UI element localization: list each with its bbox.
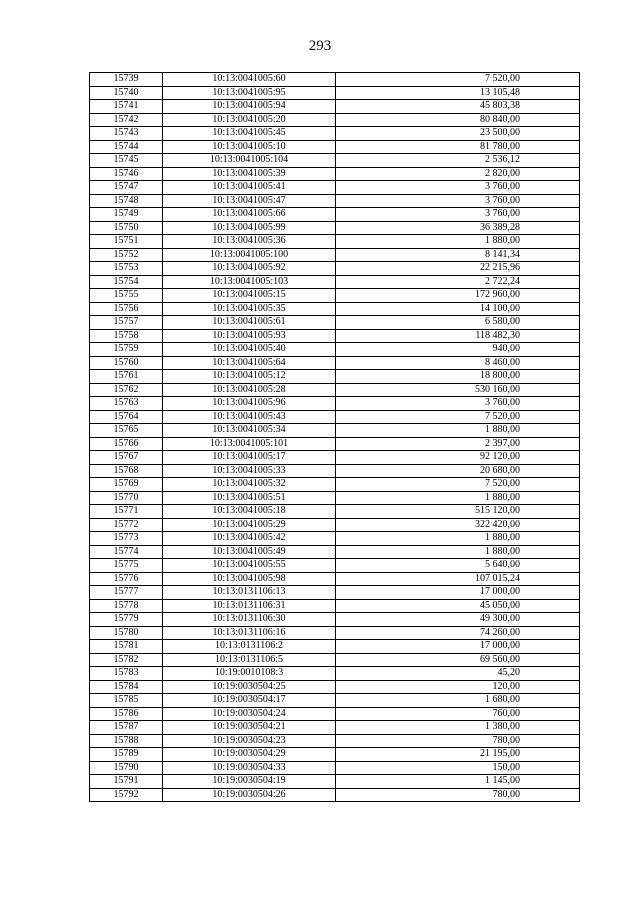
table-row [90,586,580,600]
cadastral-number-cell: 10:13:0041005:66 [163,208,336,222]
cadastral-number-cell: 10:19:0030504:26 [163,788,336,802]
value-cell: 1 680,00 [336,694,580,708]
value-cell: 20 680,00 [336,464,580,478]
value-cell: 515 120,00 [336,505,580,519]
row-number-cell: 15758 [90,329,163,343]
value-cell: 322 420,00 [336,518,580,532]
row-number-cell: 15742 [90,113,163,127]
value-cell: 1 880,00 [336,532,580,546]
value-cell: 2 397,00 [336,437,580,451]
row-number-cell: 15751 [90,235,163,249]
value-cell: 23 500,00 [336,127,580,141]
row-number-cell: 15768 [90,464,163,478]
row-number-cell: 15782 [90,653,163,667]
row-number-cell: 15741 [90,100,163,114]
cadastral-number-cell: 10:13:0041005:39 [163,167,336,181]
row-number-cell: 15764 [90,410,163,424]
value-cell: 13 105,48 [336,86,580,100]
row-number-cell: 15749 [90,208,163,222]
cadastral-number-cell: 10:13:0041005:64 [163,356,336,370]
cadastral-number-cell: 10:13:0041005:95 [163,86,336,100]
table-row [90,154,580,168]
row-number-cell: 15748 [90,194,163,208]
value-cell: 6 580,00 [336,316,580,330]
table-row [90,329,580,343]
value-cell: 780,00 [336,734,580,748]
row-number-cell: 15784 [90,680,163,694]
table-row [90,262,580,276]
value-cell: 940,00 [336,343,580,357]
table-row [90,491,580,505]
row-number-cell: 15740 [90,86,163,100]
cadastral-number-cell: 10:13:0041005:93 [163,329,336,343]
value-cell: 92 120,00 [336,451,580,465]
row-number-cell: 15762 [90,383,163,397]
cadastral-number-cell: 10:13:0041005:36 [163,235,336,249]
table-row [90,208,580,222]
value-cell: 3 760,00 [336,397,580,411]
table-row [90,761,580,775]
table-row [90,437,580,451]
cadastral-number-cell: 10:13:0041005:47 [163,194,336,208]
table-row [90,316,580,330]
table-row [90,694,580,708]
row-number-cell: 15754 [90,275,163,289]
row-number-cell: 15743 [90,127,163,141]
cadastral-number-cell: 10:13:0041005:99 [163,221,336,235]
table-row [90,640,580,654]
value-cell: 1 880,00 [336,491,580,505]
table-row [90,275,580,289]
row-number-cell: 15755 [90,289,163,303]
cadastral-number-cell: 10:19:0030504:19 [163,775,336,789]
row-number-cell: 15773 [90,532,163,546]
value-cell: 120,00 [336,680,580,694]
value-cell: 49 300,00 [336,613,580,627]
cadastral-number-cell: 10:13:0041005:43 [163,410,336,424]
row-number-cell: 15771 [90,505,163,519]
table-row [90,707,580,721]
cadastral-number-cell: 10:13:0041005:92 [163,262,336,276]
cadastral-number-cell: 10:13:0131106:30 [163,613,336,627]
row-number-cell: 15792 [90,788,163,802]
row-number-cell: 15759 [90,343,163,357]
row-number-cell: 15769 [90,478,163,492]
value-cell: 18 800,00 [336,370,580,384]
table-row [90,113,580,127]
row-number-cell: 15746 [90,167,163,181]
cadastral-number-cell: 10:13:0041005:17 [163,451,336,465]
table-row [90,343,580,357]
cadastral-number-cell: 10:13:0041005:96 [163,397,336,411]
table-row [90,73,580,87]
table-row [90,248,580,262]
table-row [90,532,580,546]
table-row [90,451,580,465]
cadastral-number-cell: 10:13:0041005:104 [163,154,336,168]
page-number: 293 [308,38,332,54]
cadastral-number-cell: 10:19:0030504:29 [163,748,336,762]
value-cell: 8 460,00 [336,356,580,370]
cadastral-number-cell: 10:13:0131106:2 [163,640,336,654]
value-cell: 530 160,00 [336,383,580,397]
cadastral-number-cell: 10:13:0041005:61 [163,316,336,330]
row-number-cell: 15761 [90,370,163,384]
table-row [90,127,580,141]
table-row [90,100,580,114]
table-row [90,221,580,235]
cadastral-number-cell: 10:19:0030504:23 [163,734,336,748]
cadastral-number-cell: 10:19:0030504:21 [163,721,336,735]
row-number-cell: 15765 [90,424,163,438]
row-number-cell: 15774 [90,545,163,559]
cadastral-number-cell: 10:13:0041005:15 [163,289,336,303]
cadastral-number-cell: 10:13:0041005:55 [163,559,336,573]
cadastral-number-cell: 10:13:0131106:5 [163,653,336,667]
table-row [90,680,580,694]
cadastral-number-cell: 10:13:0131106:16 [163,626,336,640]
value-cell: 74 260,00 [336,626,580,640]
row-number-cell: 15747 [90,181,163,195]
cadastral-number-cell: 10:13:0041005:103 [163,275,336,289]
cadastral-number-cell: 10:13:0041005:94 [163,100,336,114]
row-number-cell: 15788 [90,734,163,748]
table-row [90,194,580,208]
cadastral-number-cell: 10:13:0041005:12 [163,370,336,384]
table-row [90,572,580,586]
value-cell: 17 000,00 [336,640,580,654]
value-cell: 69 560,00 [336,653,580,667]
registry-table [89,72,580,802]
cadastral-number-cell: 10:13:0041005:34 [163,424,336,438]
value-cell: 81 780,00 [336,140,580,154]
cadastral-number-cell: 10:13:0041005:33 [163,464,336,478]
cadastral-number-cell: 10:13:0041005:60 [163,73,336,87]
row-number-cell: 15767 [90,451,163,465]
table-row [90,181,580,195]
table-row [90,505,580,519]
row-number-cell: 15776 [90,572,163,586]
value-cell: 22 215,96 [336,262,580,276]
cadastral-number-cell: 10:13:0041005:101 [163,437,336,451]
table-row [90,302,580,316]
value-cell: 150,00 [336,761,580,775]
cadastral-number-cell: 10:13:0131106:31 [163,599,336,613]
value-cell: 45,20 [336,667,580,681]
table-row [90,599,580,613]
cadastral-number-cell: 10:13:0041005:98 [163,572,336,586]
cadastral-number-cell: 10:19:0030504:25 [163,680,336,694]
value-cell: 36 389,28 [336,221,580,235]
cadastral-number-cell: 10:13:0041005:100 [163,248,336,262]
table-row [90,721,580,735]
value-cell: 3 760,00 [336,194,580,208]
table-row [90,775,580,789]
value-cell: 7 520,00 [336,410,580,424]
value-cell: 760,00 [336,707,580,721]
cadastral-number-cell: 10:19:0010108:3 [163,667,336,681]
value-cell: 1 880,00 [336,424,580,438]
cadastral-number-cell: 10:13:0041005:45 [163,127,336,141]
value-cell: 2 820,00 [336,167,580,181]
value-cell: 1 145,00 [336,775,580,789]
value-cell: 1 880,00 [336,545,580,559]
row-number-cell: 15756 [90,302,163,316]
row-number-cell: 15744 [90,140,163,154]
cadastral-number-cell: 10:13:0041005:32 [163,478,336,492]
value-cell: 3 760,00 [336,181,580,195]
table-row [90,410,580,424]
table-row [90,235,580,249]
cadastral-number-cell: 10:13:0041005:35 [163,302,336,316]
row-number-cell: 15753 [90,262,163,276]
value-cell: 1 880,00 [336,235,580,249]
cadastral-number-cell: 10:13:0041005:18 [163,505,336,519]
cadastral-number-cell: 10:13:0131106:13 [163,586,336,600]
value-cell: 14 100,00 [336,302,580,316]
value-cell: 45 050,00 [336,599,580,613]
table-row [90,559,580,573]
row-number-cell: 15739 [90,73,163,87]
cadastral-number-cell: 10:19:0030504:24 [163,707,336,721]
value-cell: 45 803,38 [336,100,580,114]
table-body [90,73,580,802]
table-row [90,86,580,100]
row-number-cell: 15763 [90,397,163,411]
row-number-cell: 15766 [90,437,163,451]
value-cell: 7 520,00 [336,73,580,87]
row-number-cell: 15778 [90,599,163,613]
table-row [90,167,580,181]
cadastral-number-cell: 10:13:0041005:29 [163,518,336,532]
value-cell: 2 536,12 [336,154,580,168]
table-row [90,613,580,627]
row-number-cell: 15779 [90,613,163,627]
cadastral-number-cell: 10:13:0041005:42 [163,532,336,546]
row-number-cell: 15772 [90,518,163,532]
table-row [90,545,580,559]
table-row [90,518,580,532]
table-row [90,626,580,640]
value-cell: 3 760,00 [336,208,580,222]
cadastral-number-cell: 10:19:0030504:17 [163,694,336,708]
row-number-cell: 15789 [90,748,163,762]
value-cell: 17 000,00 [336,586,580,600]
value-cell: 21 195,00 [336,748,580,762]
table-row [90,370,580,384]
value-cell: 8 141,34 [336,248,580,262]
row-number-cell: 15757 [90,316,163,330]
cadastral-number-cell: 10:13:0041005:41 [163,181,336,195]
row-number-cell: 15790 [90,761,163,775]
table-row [90,289,580,303]
cadastral-number-cell: 10:13:0041005:51 [163,491,336,505]
table-row [90,464,580,478]
table-row [90,734,580,748]
row-number-cell: 15781 [90,640,163,654]
cadastral-number-cell: 10:13:0041005:28 [163,383,336,397]
table-row [90,478,580,492]
cadastral-number-cell: 10:13:0041005:40 [163,343,336,357]
value-cell: 172 960,00 [336,289,580,303]
row-number-cell: 15787 [90,721,163,735]
cadastral-number-cell: 10:19:0030504:33 [163,761,336,775]
row-number-cell: 15777 [90,586,163,600]
cadastral-number-cell: 10:13:0041005:20 [163,113,336,127]
value-cell: 107 015,24 [336,572,580,586]
cadastral-number-cell: 10:13:0041005:49 [163,545,336,559]
row-number-cell: 15760 [90,356,163,370]
cadastral-number-cell: 10:13:0041005:10 [163,140,336,154]
value-cell: 5 640,00 [336,559,580,573]
table-row [90,397,580,411]
row-number-cell: 15785 [90,694,163,708]
table-row [90,356,580,370]
table-row [90,140,580,154]
table-row [90,424,580,438]
table-row [90,383,580,397]
row-number-cell: 15791 [90,775,163,789]
row-number-cell: 15770 [90,491,163,505]
value-cell: 80 840,00 [336,113,580,127]
row-number-cell: 15745 [90,154,163,168]
table-row [90,667,580,681]
row-number-cell: 15775 [90,559,163,573]
value-cell: 2 722,24 [336,275,580,289]
row-number-cell: 15783 [90,667,163,681]
table-row [90,653,580,667]
value-cell: 1 380,00 [336,721,580,735]
table-row [90,748,580,762]
row-number-cell: 15780 [90,626,163,640]
value-cell: 118 482,30 [336,329,580,343]
row-number-cell: 15786 [90,707,163,721]
table-row [90,788,580,802]
row-number-cell: 15752 [90,248,163,262]
value-cell: 7 520,00 [336,478,580,492]
value-cell: 780,00 [336,788,580,802]
row-number-cell: 15750 [90,221,163,235]
